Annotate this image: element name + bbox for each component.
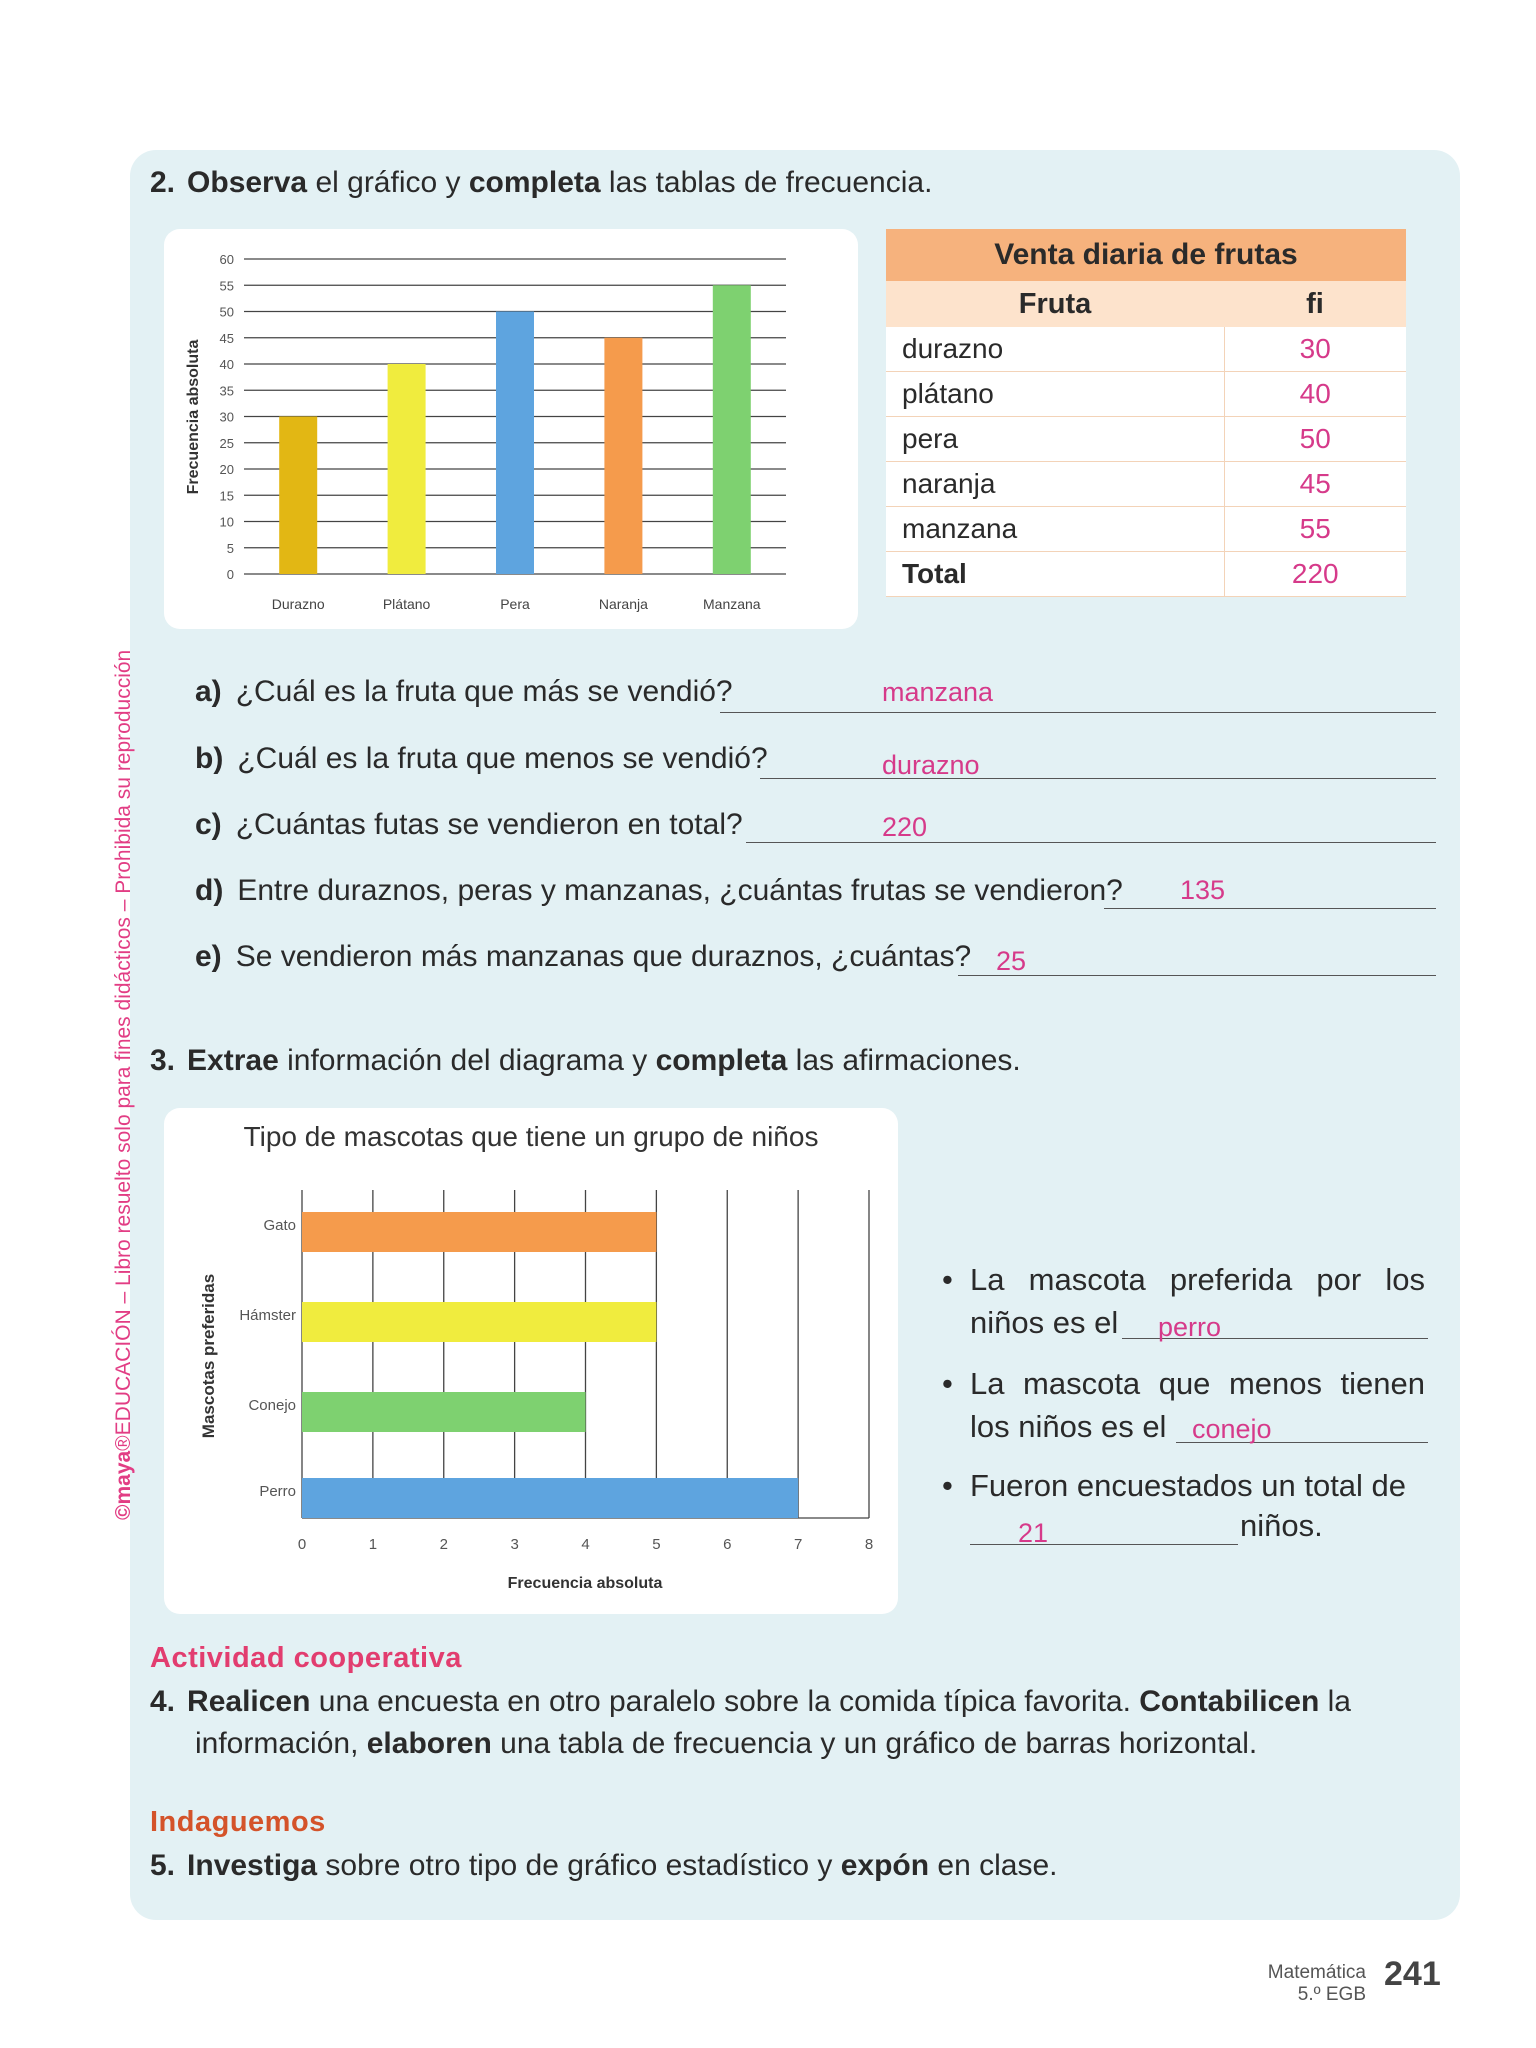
bar xyxy=(604,338,642,574)
fruit-bar-chart xyxy=(164,229,858,629)
x-tick-label: 0 xyxy=(297,1536,307,1553)
x-tick-label: 6 xyxy=(723,1536,732,1553)
subquestion-d: d) Entre duraznos, peras y manzanas, ¿cuántas frutas se vendieron? xyxy=(195,874,1123,907)
answer-line-b[interactable] xyxy=(760,778,1436,779)
y-axis-label: Frecuencia absoluta xyxy=(185,339,202,495)
y-tick-label: Hámster xyxy=(239,1307,296,1324)
question-4: 4. Realicen una encuesta en otro paralelo sobre la comida típica favorita. Contabilicen la xyxy=(150,1685,1351,1718)
bar xyxy=(302,1478,798,1518)
bar xyxy=(302,1212,656,1252)
table-row: naranja 45 xyxy=(886,462,1406,507)
y-tick-label: 10 xyxy=(219,514,234,530)
x-axis-label: Frecuencia absoluta xyxy=(507,1575,663,1592)
copyright-side-text: ©maya®EDUCACIÓN – Libro resuelto solo para fines didácticos – Prohibida su reproducción xyxy=(112,649,135,1520)
x-tick-label: Pera xyxy=(500,596,530,612)
table-total-row: Total 220 xyxy=(886,552,1406,597)
question-5: 5. Investiga sobre otro tipo de gráfico estadístico y expón en clase. xyxy=(150,1849,1058,1882)
pets-bar-chart xyxy=(164,1108,898,1614)
bar xyxy=(713,285,751,574)
question-2: 2. Observa el gráfico y completa las tablas de frecuencia. xyxy=(150,166,933,199)
x-tick-label: 2 xyxy=(439,1536,448,1553)
statement-2: • La mascota que menos tienen los niños es el xyxy=(942,1366,1425,1444)
y-tick-label: 5 xyxy=(226,540,234,556)
subquestion-e: e) Se vendieron más manzanas que duraznos, ¿cuántas? xyxy=(195,940,972,973)
bar xyxy=(496,312,534,575)
pets-bar-chart-card xyxy=(164,1108,898,1614)
x-tick-label: Manzana xyxy=(703,596,761,612)
answer-line-d[interactable] xyxy=(1104,908,1436,909)
subquestion-a: a) ¿Cuál es la fruta que más se vendió? xyxy=(195,675,733,708)
answer-pet-3: 21 xyxy=(1018,1518,1049,1548)
answer-line-a[interactable] xyxy=(720,712,1436,713)
answer-line-pet-3[interactable] xyxy=(970,1544,1238,1545)
y-tick-label: 35 xyxy=(219,383,234,399)
question-4-line-2: información, elaboren una tabla de frecuencia y un gráfico de barras horizontal. xyxy=(195,1727,1258,1760)
y-tick-label: 15 xyxy=(219,488,234,504)
x-tick-label: Durazno xyxy=(271,596,325,612)
x-tick-label: 3 xyxy=(510,1536,519,1553)
subquestion-c: c) ¿Cuántas futas se vendieron en total? xyxy=(195,808,743,841)
statement-3-suffix: niños. xyxy=(1240,1508,1323,1543)
table-row: plátano 40 xyxy=(886,372,1406,417)
y-tick-label: 60 xyxy=(219,252,234,267)
answer-pet-2: conejo xyxy=(1192,1414,1272,1444)
bar xyxy=(302,1302,656,1342)
investigate-heading: Indaguemos xyxy=(150,1806,326,1838)
table-row: durazno 30 xyxy=(886,327,1406,372)
x-tick-label: Plátano xyxy=(382,596,431,612)
bar xyxy=(388,364,426,574)
statement-3: • Fueron encuestados un total de xyxy=(942,1468,1407,1503)
table-caption: Venta diaria de frutas xyxy=(886,229,1406,281)
y-tick-label: Gato xyxy=(263,1217,296,1234)
x-tick-label: 8 xyxy=(864,1536,874,1553)
table-header-fi: fi xyxy=(1224,281,1406,327)
answer-b: durazno xyxy=(882,750,980,780)
chart-title: Tipo de mascotas que tiene un grupo de niños xyxy=(243,1121,819,1152)
x-tick-label: 1 xyxy=(368,1536,378,1553)
cooperative-heading: Actividad cooperativa xyxy=(150,1642,462,1674)
y-axis-label: Mascotas preferidas xyxy=(199,1273,218,1439)
y-tick-label: 0 xyxy=(226,567,234,582)
answer-pet-1: perro xyxy=(1158,1312,1222,1342)
table-row: manzana 55 xyxy=(886,507,1406,552)
y-tick-label: Conejo xyxy=(248,1397,296,1414)
answer-line-c[interactable] xyxy=(746,842,1436,843)
answer-c: 220 xyxy=(882,812,928,842)
answer-line-e[interactable] xyxy=(958,975,1436,976)
x-tick-label: Naranja xyxy=(598,596,648,612)
x-tick-label: 4 xyxy=(581,1536,590,1553)
y-tick-label: 30 xyxy=(219,409,234,425)
x-tick-label: 5 xyxy=(652,1536,661,1553)
answer-a: manzana xyxy=(882,677,994,707)
y-tick-label: 45 xyxy=(219,330,234,346)
page-number: 241 xyxy=(1384,1955,1441,1993)
bar xyxy=(302,1392,586,1432)
y-tick-label: Perro xyxy=(259,1483,296,1500)
table-row: pera 50 xyxy=(886,417,1406,462)
table-header-fruit: Fruta xyxy=(886,281,1224,327)
answer-e: 25 xyxy=(996,946,1027,976)
frequency-table xyxy=(886,229,1406,597)
y-tick-label: 55 xyxy=(219,278,234,294)
statement-1: • La mascota preferida por los niños es el xyxy=(942,1262,1425,1340)
bar xyxy=(279,417,317,575)
fruit-bar-chart-card xyxy=(164,229,858,629)
y-tick-label: 20 xyxy=(219,462,234,477)
x-tick-label: 7 xyxy=(793,1536,803,1553)
subquestion-b: b) ¿Cuál es la fruta que menos se vendió? xyxy=(195,742,768,775)
footer-subject: Matemática 5.º EGB xyxy=(1267,1962,1366,2005)
y-tick-label: 25 xyxy=(219,435,234,451)
question-3: 3. Extrae información del diagrama y completa las afirmaciones. xyxy=(150,1044,1021,1077)
y-tick-label: 50 xyxy=(219,304,234,320)
y-tick-label: 40 xyxy=(219,357,234,372)
answer-d: 135 xyxy=(1180,875,1226,905)
